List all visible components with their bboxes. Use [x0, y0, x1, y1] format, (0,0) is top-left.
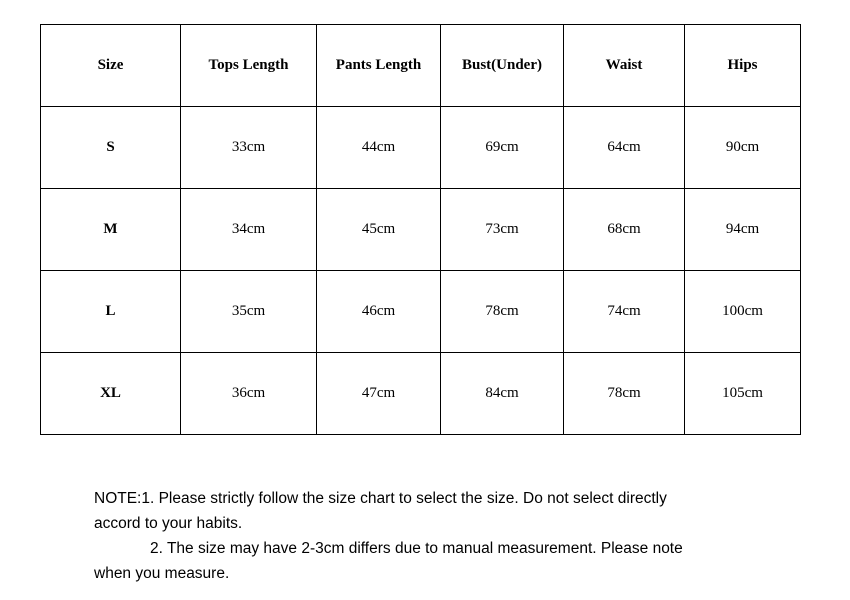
- table-row-l: [41, 271, 801, 353]
- size-label: S: [41, 107, 181, 189]
- hips-cell: 105cm: [685, 353, 801, 435]
- note-line-1b: accord to your habits.: [94, 515, 243, 532]
- waist-cell: 68cm: [564, 189, 685, 271]
- size-chart-table: [40, 24, 801, 435]
- table-row-s: [41, 107, 801, 189]
- size-note: [94, 486, 734, 586]
- pants-length-cell: 46cm: [317, 271, 441, 353]
- header-hips: Hips: [685, 25, 801, 107]
- bust-under-cell: 84cm: [441, 353, 564, 435]
- table-header-row: [41, 25, 801, 107]
- header-size: Size: [41, 25, 181, 107]
- waist-cell: 74cm: [564, 271, 685, 353]
- header-tops-length: Tops Length: [181, 25, 317, 107]
- table-row-xl: [41, 353, 801, 435]
- waist-cell: 64cm: [564, 107, 685, 189]
- bust-under-cell: 69cm: [441, 107, 564, 189]
- header-waist: Waist: [564, 25, 685, 107]
- size-label: L: [41, 271, 181, 353]
- pants-length-cell: 44cm: [317, 107, 441, 189]
- note-line-1a: NOTE:1. Please strictly follow the size chart to select the size. Do not select directly: [94, 490, 667, 507]
- note-line-2b: when you measure.: [94, 565, 230, 582]
- tops-length-cell: 34cm: [181, 189, 317, 271]
- tops-length-cell: 35cm: [181, 271, 317, 353]
- hips-cell: 100cm: [685, 271, 801, 353]
- pants-length-cell: 45cm: [317, 189, 441, 271]
- size-label: XL: [41, 353, 181, 435]
- bust-under-cell: 78cm: [441, 271, 564, 353]
- header-bust-under: Bust(Under): [441, 25, 564, 107]
- table-row-m: [41, 189, 801, 271]
- header-pants-length: Pants Length: [317, 25, 441, 107]
- size-label: M: [41, 189, 181, 271]
- bust-under-cell: 73cm: [441, 189, 564, 271]
- hips-cell: 90cm: [685, 107, 801, 189]
- tops-length-cell: 36cm: [181, 353, 317, 435]
- pants-length-cell: 47cm: [317, 353, 441, 435]
- waist-cell: 78cm: [564, 353, 685, 435]
- note-line-2a: 2. The size may have 2-3cm differs due to manual measurement. Please note: [150, 540, 683, 557]
- tops-length-cell: 33cm: [181, 107, 317, 189]
- hips-cell: 94cm: [685, 189, 801, 271]
